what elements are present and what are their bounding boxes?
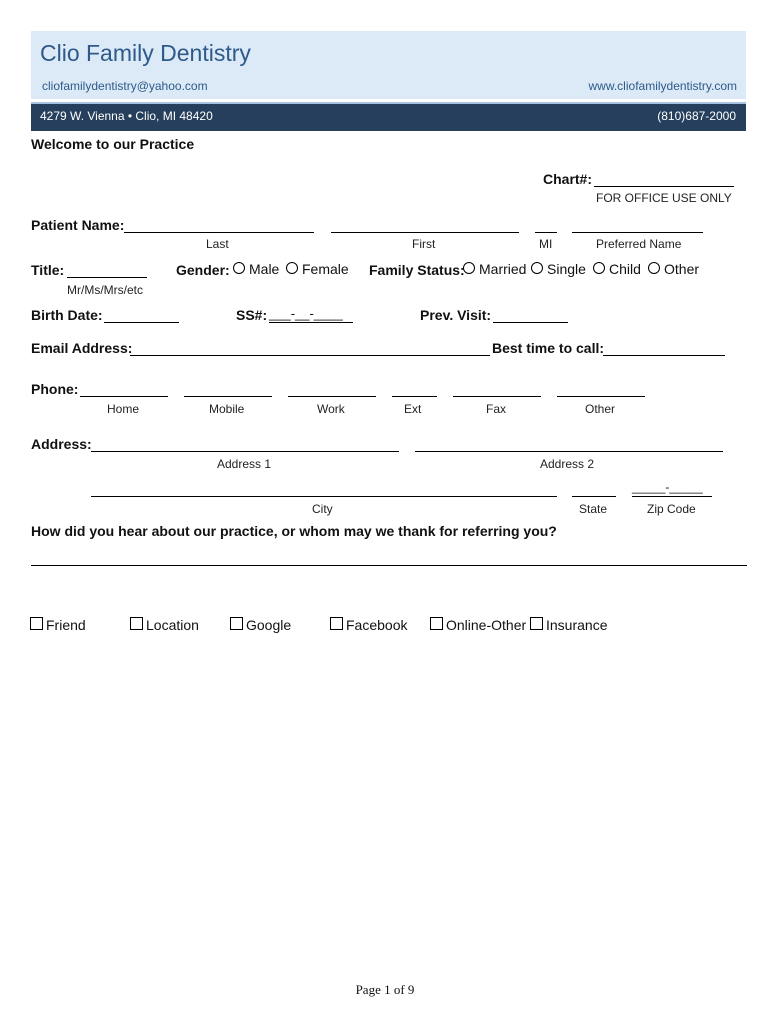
family-status-label: Family Status: xyxy=(369,262,465,278)
birth-date-label: Birth Date: xyxy=(31,307,103,323)
last-name-field[interactable] xyxy=(124,232,314,233)
radio-icon[interactable] xyxy=(463,262,475,274)
status-married-option[interactable]: Married xyxy=(463,261,526,277)
checkbox-icon[interactable] xyxy=(530,617,543,630)
birth-date-field[interactable] xyxy=(104,322,179,323)
phone-fax-field[interactable] xyxy=(453,396,541,397)
phone-ext-caption: Ext xyxy=(404,402,422,416)
first-name-caption: First xyxy=(412,237,436,251)
referral-question: How did you hear about our practice, or whom may we thank for referring you? xyxy=(31,523,557,539)
radio-icon[interactable] xyxy=(233,262,245,274)
address2-caption: Address 2 xyxy=(540,457,595,471)
phone-ext-field[interactable] xyxy=(392,396,437,397)
city-caption: City xyxy=(312,502,333,516)
gender-label: Gender: xyxy=(176,262,230,278)
ss-field[interactable]: ___-__-____ xyxy=(269,306,343,321)
address1-caption: Address 1 xyxy=(217,457,272,471)
radio-icon[interactable] xyxy=(648,262,660,274)
phone-work-caption: Work xyxy=(317,402,345,416)
checkbox-icon[interactable] xyxy=(30,617,43,630)
radio-icon[interactable] xyxy=(286,262,298,274)
chart-label: Chart#: xyxy=(543,171,593,187)
clinic-website[interactable]: www.cliofamilydentistry.com xyxy=(588,79,737,93)
phone-mobile-field[interactable] xyxy=(184,396,272,397)
gender-female-option[interactable]: Female xyxy=(286,261,349,277)
referral-online-other-option[interactable]: Online-Other xyxy=(430,617,526,633)
radio-icon[interactable] xyxy=(593,262,605,274)
title-hint: Mr/Ms/Mrs/etc xyxy=(67,283,143,297)
ss-label: SS#: xyxy=(236,307,268,323)
clinic-email[interactable]: cliofamilydentistry@yahoo.com xyxy=(42,79,208,93)
clinic-name: Clio Family Dentistry xyxy=(40,40,251,66)
phone-work-field[interactable] xyxy=(288,396,376,397)
status-other-option[interactable]: Other xyxy=(648,261,699,277)
email-label: Email Address: xyxy=(31,340,133,356)
address1-field[interactable] xyxy=(91,451,399,452)
checkbox-icon[interactable] xyxy=(130,617,143,630)
first-name-field[interactable] xyxy=(331,232,519,233)
page-number: Page 1 of 9 xyxy=(355,982,415,997)
checkbox-icon[interactable] xyxy=(330,617,343,630)
mi-field[interactable] xyxy=(535,232,557,233)
gender-male-option[interactable]: Male xyxy=(233,261,279,277)
phone-other-field[interactable] xyxy=(557,396,645,397)
referral-insurance-option[interactable]: Insurance xyxy=(530,617,607,633)
referral-answer-field[interactable] xyxy=(31,565,747,566)
phone-home-field[interactable] xyxy=(80,396,168,397)
title-field[interactable] xyxy=(67,277,147,278)
referral-facebook-option[interactable]: Facebook xyxy=(330,617,407,633)
phone-label: Phone: xyxy=(31,381,79,397)
referral-google-option[interactable]: Google xyxy=(230,617,291,633)
clinic-phone: (810)687-2000 xyxy=(657,109,736,123)
prev-visit-label: Prev. Visit: xyxy=(420,307,492,323)
zip-caption: Zip Code xyxy=(647,502,696,516)
state-caption: State xyxy=(579,502,608,516)
title-label: Title: xyxy=(31,262,65,278)
phone-other-caption: Other xyxy=(585,402,616,416)
zip-field[interactable]: _____-_____ xyxy=(632,480,703,494)
best-time-label: Best time to call: xyxy=(492,340,605,356)
best-time-field[interactable] xyxy=(603,355,725,356)
office-use-note: FOR OFFICE USE ONLY xyxy=(596,191,732,205)
welcome-heading: Welcome to our Practice xyxy=(31,136,195,152)
patient-name-label: Patient Name: xyxy=(31,217,125,233)
referral-location-option[interactable]: Location xyxy=(130,617,199,633)
radio-icon[interactable] xyxy=(531,262,543,274)
last-name-caption: Last xyxy=(206,237,229,251)
status-single-option[interactable]: Single xyxy=(531,261,586,277)
checkbox-icon[interactable] xyxy=(430,617,443,630)
ss-underline xyxy=(269,322,353,323)
zip-underline xyxy=(632,496,712,497)
preferred-name-caption: Preferred Name xyxy=(596,237,682,251)
checkbox-icon[interactable] xyxy=(230,617,243,630)
prev-visit-field[interactable] xyxy=(493,322,568,323)
phone-mobile-caption: Mobile xyxy=(209,402,245,416)
phone-home-caption: Home xyxy=(107,402,140,416)
address2-field[interactable] xyxy=(415,451,723,452)
phone-fax-caption: Fax xyxy=(486,402,507,416)
clinic-address: 4279 W. Vienna • Clio, MI 48420 xyxy=(40,109,213,123)
mi-caption: MI xyxy=(539,237,553,251)
referral-friend-option[interactable]: Friend xyxy=(30,617,86,633)
preferred-name-field[interactable] xyxy=(572,232,703,233)
status-child-option[interactable]: Child xyxy=(593,261,641,277)
chart-field[interactable] xyxy=(594,186,734,187)
state-field[interactable] xyxy=(572,496,616,497)
email-field[interactable] xyxy=(130,355,490,356)
city-field[interactable] xyxy=(91,496,557,497)
address-label: Address: xyxy=(31,436,92,452)
